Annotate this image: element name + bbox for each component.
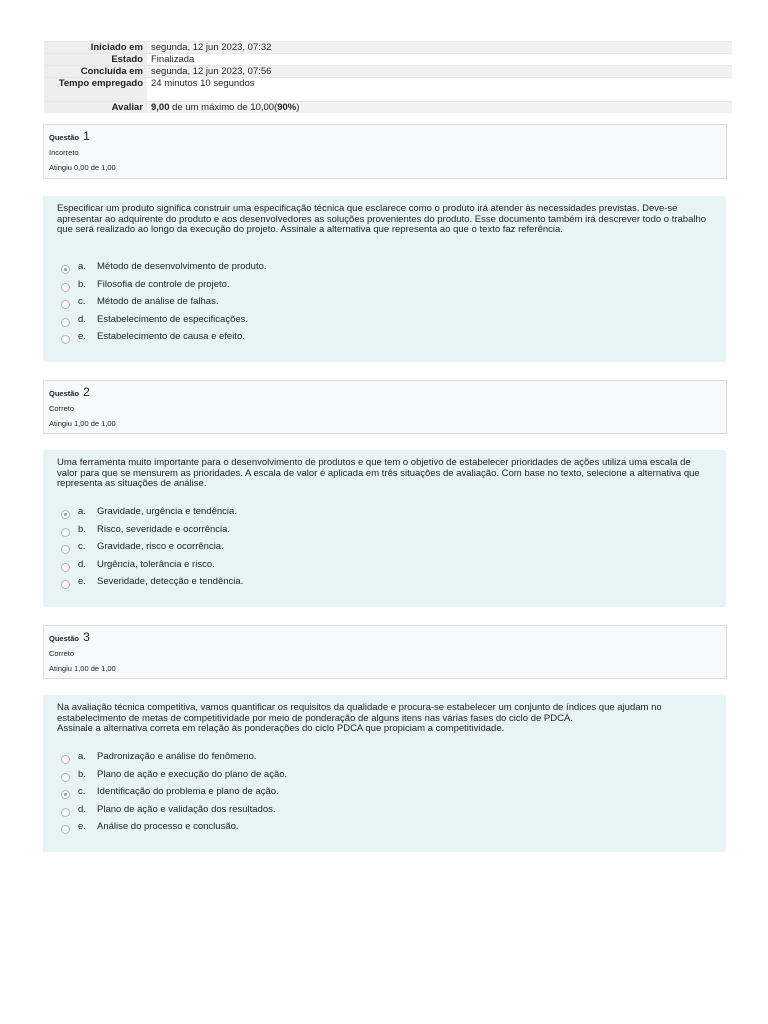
radio-button[interactable] xyxy=(61,335,70,344)
option-text: Estabelecimento de especificações. xyxy=(97,313,249,325)
question-number-value: 3 xyxy=(83,630,90,644)
option-letter: d. xyxy=(78,313,86,325)
question-label: Questão xyxy=(49,389,80,398)
question-info-3 xyxy=(43,625,727,679)
summary-value: segunda, 12 jun 2023, 07:32 xyxy=(147,42,732,54)
radio-button[interactable] xyxy=(61,790,70,799)
option-text: Método de desenvolvimento de produto. xyxy=(97,261,267,272)
option-text: Identificação do problema e plano de ação. xyxy=(97,786,279,797)
option-text: Plano de ação e validação dos resultados. xyxy=(97,803,276,815)
summary-row-grade xyxy=(44,102,732,114)
summary-label: Tempo empregado xyxy=(44,78,147,102)
option-text: Gravidade, urgência e tendência. xyxy=(97,506,237,517)
question-status: Incorreto xyxy=(49,148,79,157)
option-letter: a. xyxy=(78,751,86,762)
question-grade: Atingiu 0,00 de 1,00 xyxy=(49,163,116,172)
question-content-1 xyxy=(43,196,726,362)
radio-button[interactable] xyxy=(61,580,70,589)
summary-label: Avaliar xyxy=(44,102,147,114)
question-info-1 xyxy=(43,124,727,179)
radio-button[interactable] xyxy=(61,283,70,292)
question-grade: Atingiu 1,00 de 1,00 xyxy=(49,419,116,428)
radio-button[interactable] xyxy=(61,528,70,537)
summary-label: Iniciado em xyxy=(44,42,147,54)
question-status: Correto xyxy=(49,649,75,658)
grade-max: de um máximo de 10,00( xyxy=(169,102,278,113)
question-number xyxy=(49,129,90,143)
option-letter: e. xyxy=(78,576,86,587)
option-letter: c. xyxy=(78,786,86,797)
radio-button[interactable] xyxy=(61,755,70,764)
summary-label: Estado xyxy=(44,54,147,66)
summary-row-started xyxy=(44,42,732,54)
option-letter: e. xyxy=(78,331,86,342)
option-letter: a. xyxy=(78,506,86,517)
option-letter: c. xyxy=(78,541,86,552)
question-text: Especificar um produto significa construir uma especificação técnica que esclarece como o produto irá atender às necessidades previstas. Deve-se apresentar ao adquirente do produto e aos desenvolvedores as soluções provenientes do produto. Esse documento também irá descrever todo o trabalho que será realizado ao longo da execução do projeto. Assinale a alternativa que representa ao que o texto faz referência. xyxy=(57,203,707,235)
summary-row-time xyxy=(44,78,732,102)
question-grade: Atingiu 1,00 de 1,00 xyxy=(49,664,116,673)
question-content-2 xyxy=(43,450,726,607)
summary-label: Concluída em xyxy=(44,66,147,78)
option-letter: d. xyxy=(78,803,86,815)
question-text-instruction: Assinale a alternativa correta em relação às ponderações do ciclo PDCA que propiciam a competitividade. xyxy=(57,723,505,734)
radio-button[interactable] xyxy=(61,510,70,519)
option-text: Análise do processo e conclusão. xyxy=(97,821,239,832)
option-letter: d. xyxy=(78,558,86,570)
option-letter: e. xyxy=(78,821,86,832)
question-text-part: Na avaliação técnica competitiva, vamos quantificar os requisitos da qualidade e procura-se estabelecer um conjunto de índices que ajudam no estabelecimento de metas de competitividade por meio de ponderação de alguns itens nas várias fases do ciclo de PDCA. xyxy=(57,702,662,724)
question-content-3 xyxy=(43,695,726,852)
option-letter: b. xyxy=(78,278,86,290)
summary-row-completed xyxy=(44,66,732,78)
option-letter: c. xyxy=(78,296,86,307)
option-text: Urgência, tolerância e risco. xyxy=(97,558,215,570)
summary-value xyxy=(147,102,732,114)
question-number xyxy=(49,385,90,399)
grade-value: 9,00 xyxy=(151,102,170,113)
question-text xyxy=(57,703,707,735)
option-letter: b. xyxy=(78,768,86,780)
summary-value: segunda, 12 jun 2023, 07:56 xyxy=(147,66,732,78)
grade-paren: ) xyxy=(296,102,300,113)
question-number-value: 1 xyxy=(83,129,90,143)
attempt-summary-table xyxy=(44,41,732,113)
question-info-2 xyxy=(43,380,727,434)
option-text: Severidade, detecção e tendência. xyxy=(97,576,244,587)
radio-button[interactable] xyxy=(61,563,70,572)
grade-percent: 90% xyxy=(277,102,297,113)
radio-button[interactable] xyxy=(61,318,70,327)
question-number xyxy=(49,630,90,644)
option-letter: b. xyxy=(78,523,86,535)
question-label: Questão xyxy=(49,634,80,643)
radio-button[interactable] xyxy=(61,265,70,274)
summary-value: 24 minutos 10 segundos xyxy=(147,78,732,102)
option-text: Método de análise de falhas. xyxy=(97,296,219,307)
option-letter: a. xyxy=(78,261,86,272)
question-label: Questão xyxy=(49,133,80,142)
option-text: Gravidade, risco e ocorrência. xyxy=(97,541,224,552)
option-text: Estabelecimento de causa e efeito. xyxy=(97,331,245,342)
radio-button[interactable] xyxy=(61,300,70,309)
radio-button[interactable] xyxy=(61,545,70,554)
option-text: Plano de ação e execução do plano de ação. xyxy=(97,768,288,780)
summary-value: Finalizada xyxy=(147,54,732,66)
option-text: Padronização e análise do fenômeno. xyxy=(97,751,257,762)
question-number-value: 2 xyxy=(83,385,90,399)
radio-button[interactable] xyxy=(61,773,70,782)
radio-button[interactable] xyxy=(61,825,70,834)
radio-button[interactable] xyxy=(61,808,70,817)
question-status: Correto xyxy=(49,404,75,413)
question-text: Uma ferramenta muito importante para o desenvolvimento de produtos e que tem o objetivo de estabelecer prioridades de ações utiliza uma escala de valor para que se mensurem as prioridades. A escala de valor é aplicada em três situações de avaliação. Com base no texto, selecione a alternativa que representa as situações de análise. xyxy=(57,457,700,489)
option-text: Risco, severidade e ocorrência. xyxy=(97,523,231,535)
option-text: Filosofia de controle de projeto. xyxy=(97,278,230,290)
summary-row-state xyxy=(44,54,732,66)
